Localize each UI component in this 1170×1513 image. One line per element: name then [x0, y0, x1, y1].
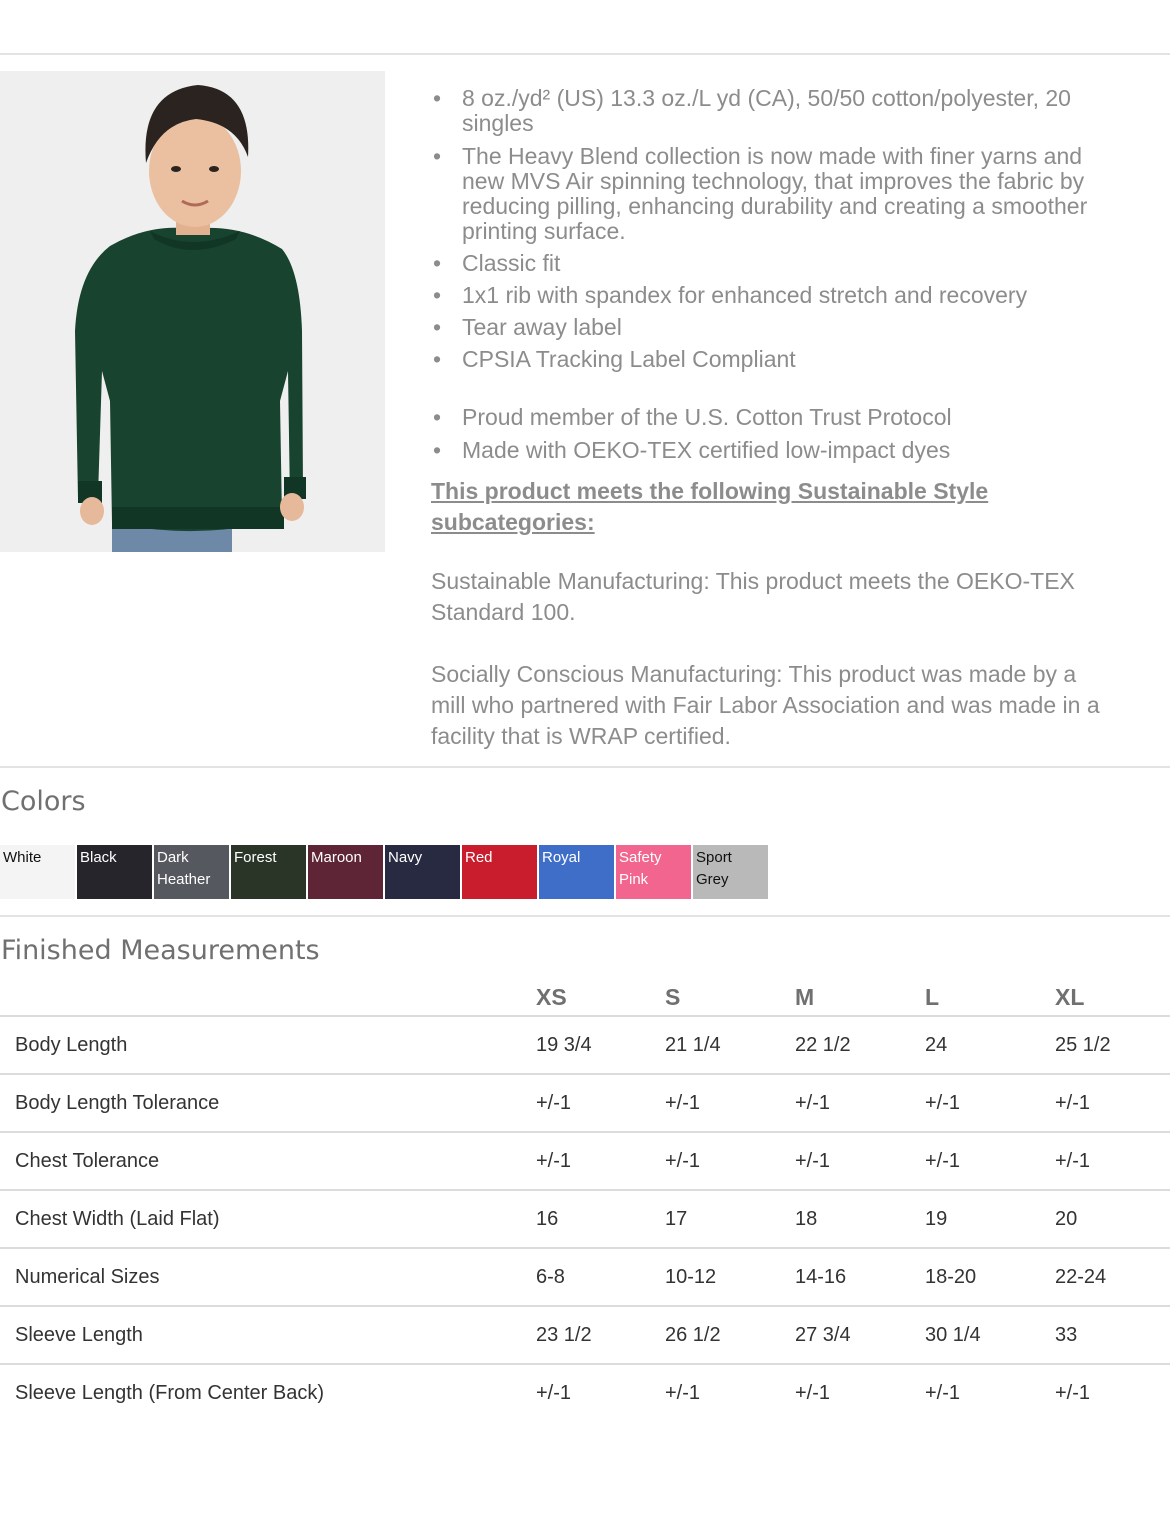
product-image — [0, 71, 385, 552]
color-swatch-label: Grey — [696, 871, 729, 888]
measurement-value: 16 — [536, 1207, 559, 1230]
measurement-value: 22 1/2 — [795, 1033, 851, 1056]
color-swatch-label: Royal — [542, 849, 581, 866]
table-row — [0, 1190, 1170, 1248]
color-swatch-label: Black — [80, 849, 117, 866]
color-swatch[interactable] — [462, 845, 537, 899]
measurement-value: +/-1 — [925, 1382, 961, 1404]
color-swatch-label: Red — [465, 849, 493, 866]
color-swatches — [0, 845, 770, 899]
color-swatch-label: Heather — [157, 871, 211, 888]
table-row — [0, 1248, 1170, 1306]
measurement-value: +/-1 — [925, 1149, 961, 1172]
color-swatch-label: Pink — [619, 871, 649, 888]
measurement-value: +/-1 — [665, 1091, 701, 1114]
color-swatch-label: Forest — [234, 849, 277, 866]
divider — [0, 915, 1170, 917]
measurement-value: +/-1 — [795, 1091, 831, 1114]
measurement-label: Chest Tolerance — [15, 1149, 160, 1172]
measurements-table — [0, 978, 1170, 1422]
measurement-value: 25 1/2 — [1055, 1033, 1111, 1056]
measurement-value: +/-1 — [795, 1382, 831, 1404]
measurement-label: Body Length — [15, 1033, 128, 1056]
measurement-value: 18 — [795, 1207, 818, 1230]
color-swatch-label: Maroon — [311, 849, 362, 866]
table-row — [0, 1132, 1170, 1190]
measurement-value: 33 — [1055, 1323, 1078, 1346]
feature-item: • Classic fit — [431, 251, 1111, 276]
divider — [0, 766, 1170, 768]
measurements-title: Finished Measurements — [1, 935, 320, 966]
color-swatch[interactable] — [77, 845, 152, 899]
feature-item: • Made with OEKO-TEX certified low-impact dyes — [431, 438, 1111, 463]
measurement-value: 18-20 — [925, 1265, 977, 1288]
color-swatch[interactable] — [154, 845, 229, 899]
measurement-value: 17 — [665, 1207, 688, 1230]
feature-item: • Tear away label — [431, 315, 1111, 340]
color-swatch-label: White — [3, 849, 42, 866]
measurement-value: +/-1 — [1055, 1091, 1091, 1114]
sustainable-manufacturing-text: Sustainable Manufacturing: This product meets the OEKO-TEX Standard 100. — [431, 568, 1075, 625]
table-row — [0, 1306, 1170, 1364]
product-photo-illustration — [0, 71, 385, 552]
measurement-label: Body Length Tolerance — [15, 1091, 220, 1114]
feature-list — [431, 86, 1111, 463]
size-header: XL — [1055, 984, 1085, 1010]
colors-title: Colors — [1, 786, 86, 817]
table-row — [0, 1074, 1170, 1132]
measurement-value: 30 1/4 — [925, 1323, 981, 1346]
feature-item: • 8 oz./yd² (US) 13.3 oz./L yd (CA), 50/50 cotton/polyester, 20 singles — [431, 86, 1111, 136]
table-row — [0, 1364, 1170, 1422]
measurement-value: +/-1 — [665, 1382, 701, 1404]
measurement-value: 19 — [925, 1207, 948, 1230]
size-header: M — [795, 984, 815, 1010]
measurement-value: +/-1 — [536, 1149, 572, 1172]
feature-item: • CPSIA Tracking Label Compliant — [431, 347, 1111, 372]
table-row — [0, 1016, 1170, 1074]
size-header: XS — [536, 984, 567, 1010]
measurement-value: +/-1 — [1055, 1382, 1091, 1404]
measurement-value: +/-1 — [925, 1091, 961, 1114]
measurement-value: +/-1 — [665, 1149, 701, 1172]
measurement-label: Numerical Sizes — [15, 1265, 160, 1288]
measurement-value: 27 3/4 — [795, 1323, 851, 1346]
measurement-label: Chest Width (Laid Flat) — [15, 1207, 220, 1230]
color-swatch-label: Dark — [157, 849, 189, 866]
measurement-value: 6-8 — [536, 1265, 565, 1288]
measurement-value: 10-12 — [665, 1265, 717, 1288]
color-swatch[interactable] — [0, 845, 75, 899]
measurement-value: +/-1 — [1055, 1149, 1091, 1172]
measurement-value: 19 3/4 — [536, 1033, 592, 1056]
measurement-label: Sleeve Length — [15, 1323, 143, 1346]
measurement-value: 22-24 — [1055, 1265, 1107, 1288]
top-divider — [0, 53, 1170, 55]
measurement-value: 26 1/2 — [665, 1323, 721, 1346]
size-header: L — [925, 984, 940, 1010]
color-swatch[interactable] — [385, 845, 460, 899]
socially-conscious-text: Socially Conscious Manufacturing: This product was made by a mill who partnered with Fair Labor Association and was made in a facility that is WRAP certified. — [431, 661, 1100, 749]
color-swatch-label: Safety — [619, 849, 662, 866]
measurement-value: 20 — [1055, 1207, 1078, 1230]
measurement-value: 14-16 — [795, 1265, 847, 1288]
color-swatch[interactable] — [308, 845, 383, 899]
feature-item: • The Heavy Blend collection is now made with finer yarns and new MVS Air spinning technology, that improves the fabric by reducing pilling, enhancing durability and creating a smoother printing surface. — [431, 144, 1111, 244]
measurement-value: 23 1/2 — [536, 1323, 592, 1346]
measurement-value: +/-1 — [795, 1149, 831, 1172]
measurement-value: 21 1/4 — [665, 1033, 721, 1056]
measurement-value: +/-1 — [536, 1382, 572, 1404]
color-swatch-label: Navy — [388, 849, 423, 866]
measurement-value: +/-1 — [536, 1091, 572, 1114]
measurement-label: Sleeve Length (From Center Back) — [15, 1382, 325, 1404]
color-swatch[interactable] — [231, 845, 306, 899]
size-header: S — [665, 984, 681, 1010]
color-swatch[interactable] — [539, 845, 614, 899]
table-header-row — [0, 978, 1170, 1016]
header-blank — [0, 978, 536, 1016]
feature-item: • Proud member of the U.S. Cotton Trust Protocol — [431, 405, 1111, 430]
sustainable-style-heading[interactable]: This product meets the following Sustainable Style subcategories: — [431, 478, 989, 535]
color-swatch[interactable] — [616, 845, 691, 899]
measurement-value: 24 — [925, 1033, 948, 1056]
feature-item: • 1x1 rib with spandex for enhanced stretch and recovery — [431, 283, 1111, 308]
color-swatch-label: Sport — [696, 849, 732, 866]
color-swatch[interactable] — [693, 845, 768, 899]
